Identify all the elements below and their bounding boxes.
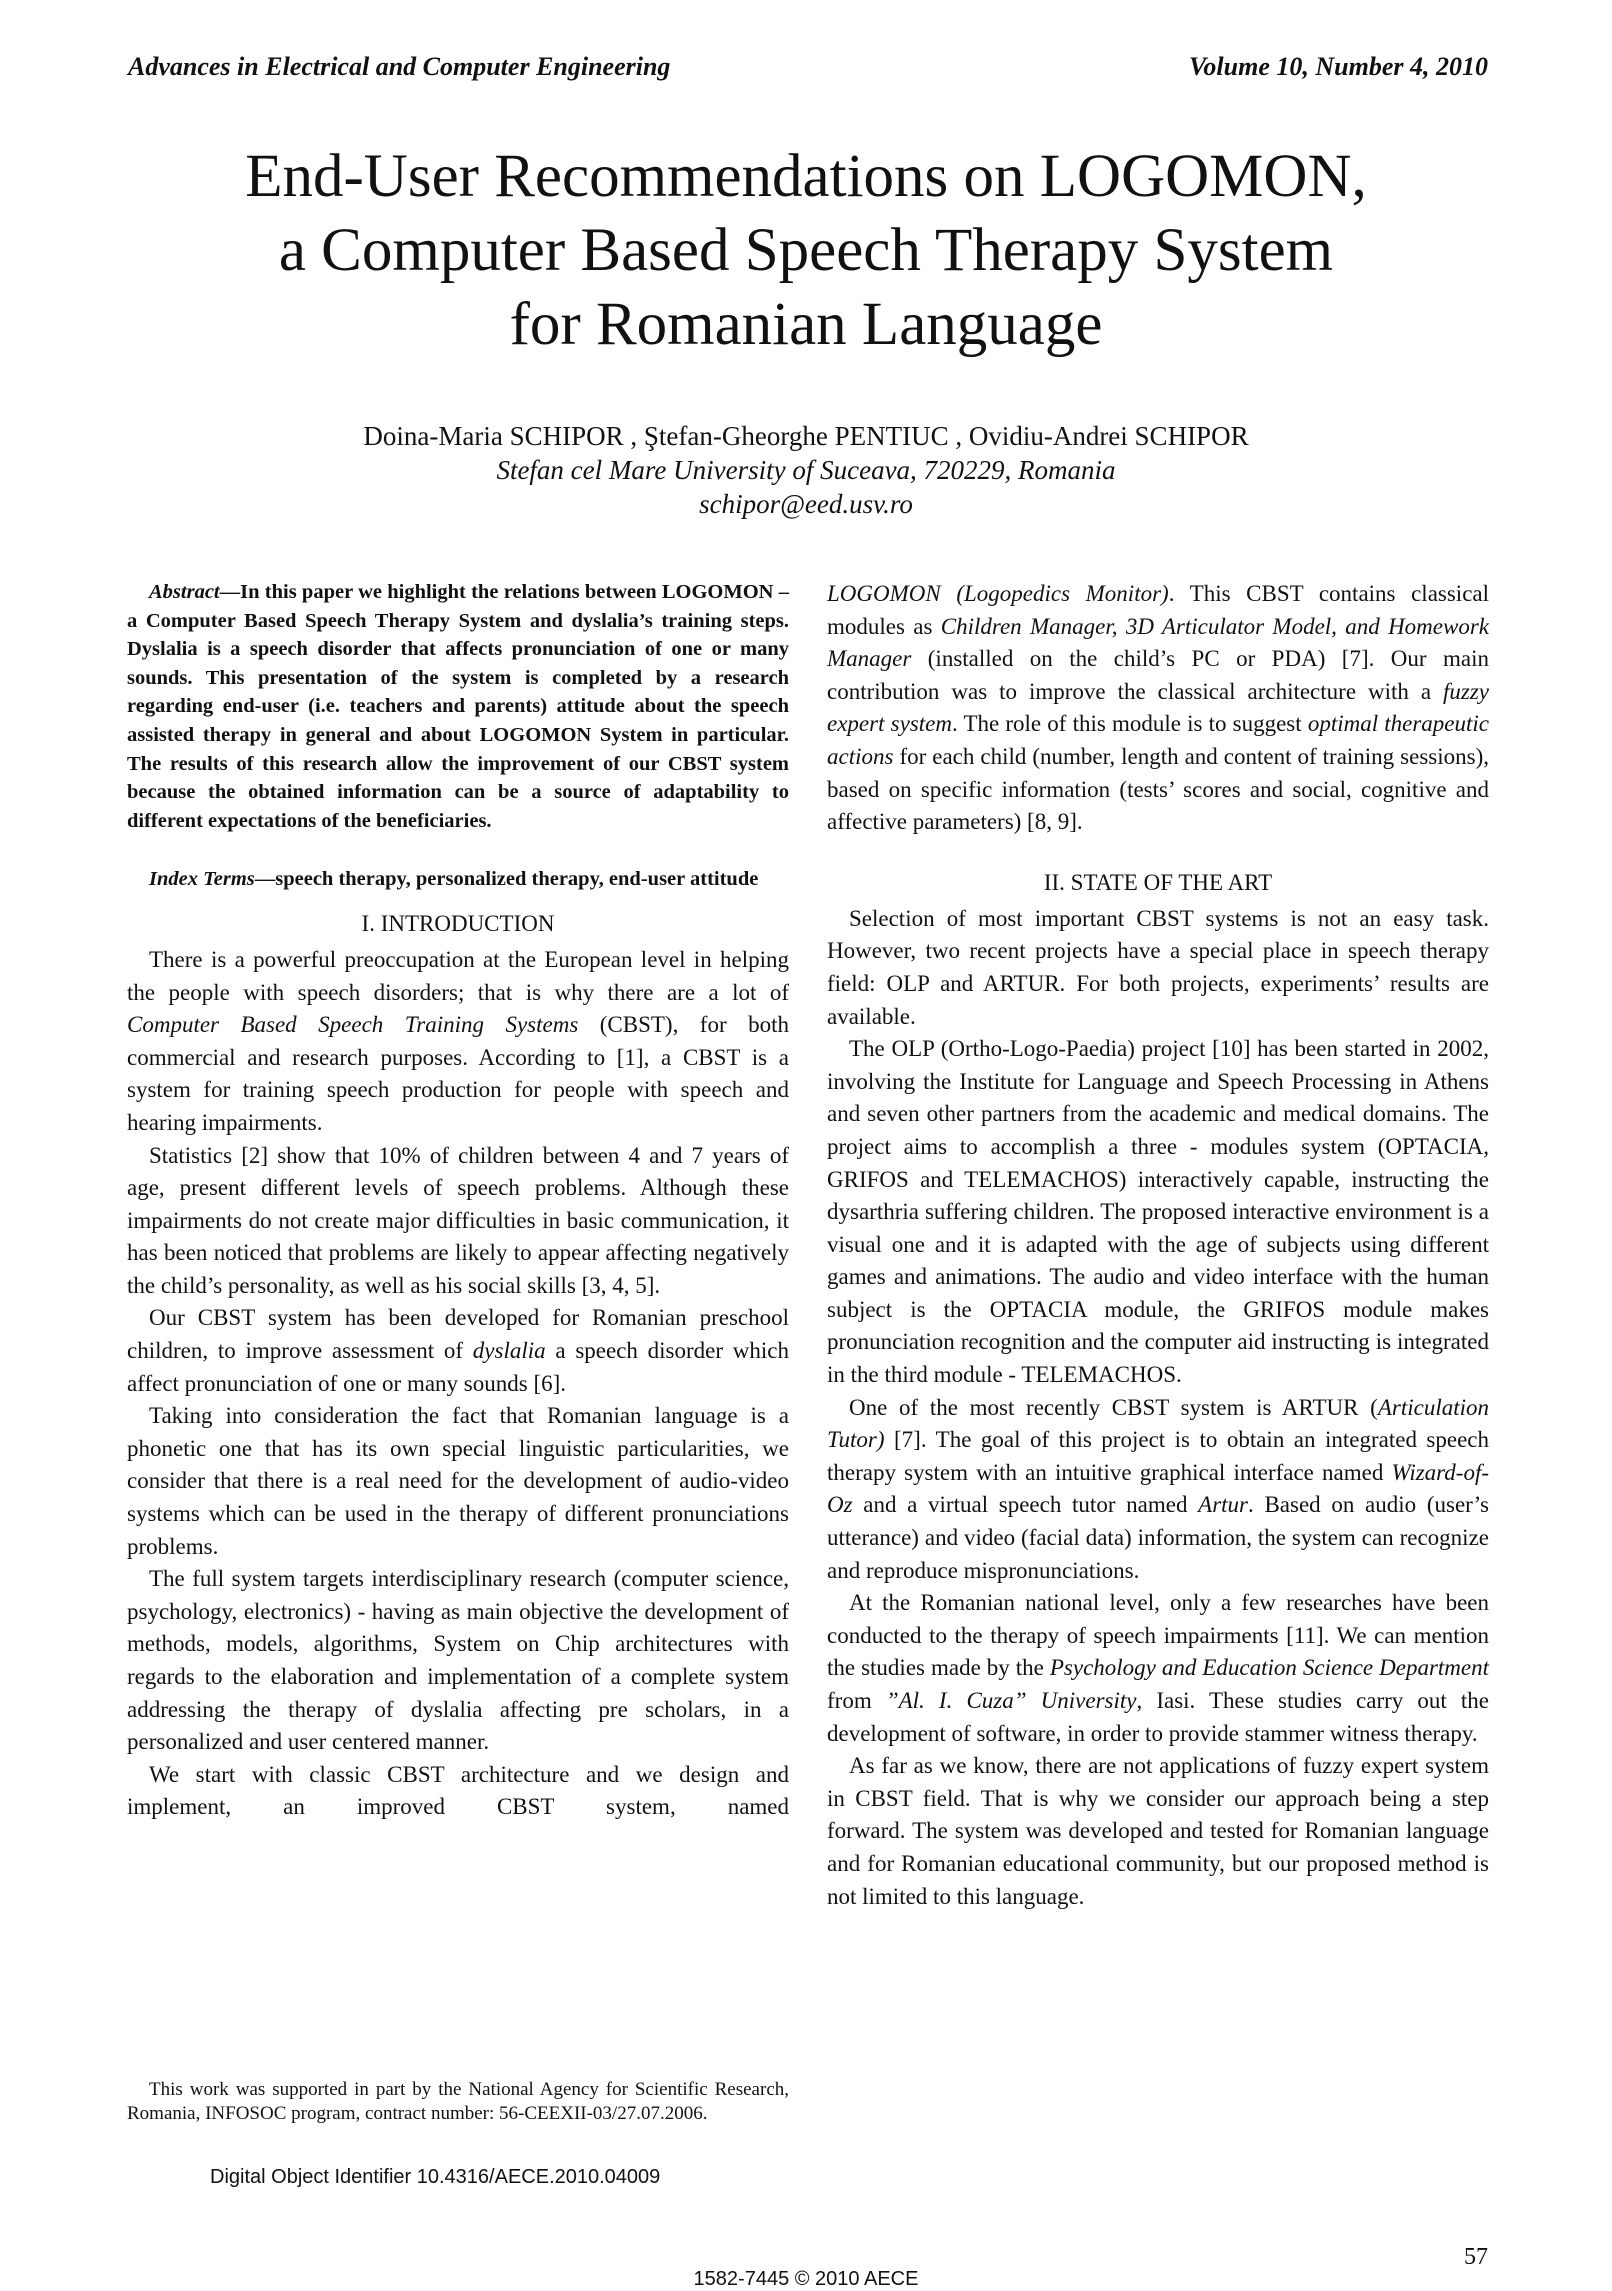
module-list: Children Manager, 3D Articulator Model, and Homework Manager <box>827 613 1489 672</box>
intro-paragraph-2: Statistics [2] show that 10% of children between 4 and 7 years of age, present different levels of speech problems. Although these impairments do not create major difficulties in basic communication, it has been noticed that problems are likely to appear affecting negatively the child’s personality, as well as his social skills [3, 4, 5]. <box>127 1142 789 1298</box>
abstract <box>127 578 789 835</box>
section-heading-state-of-the-art: II. STATE OF THE ART <box>1043 869 1273 895</box>
logomon-name: LOGOMON (Logopedics Monitor) <box>827 581 1169 606</box>
author-email: schipor@eed.usv.ro <box>699 489 913 519</box>
abstract-text: —In this paper we highlight the relations between LOGOMON – a Computer Based Speech Therapy System and dyslalia’s training steps. Dyslalia is a speech disorder that affects pronunciation of one or many sounds. This presentation of the system is completed by a research regarding end-user (i.e. teachers and parents) attitude about the speech assisted therapy in general and about LOGOMON System in particular. The results of this research allow the improvement of our CBST system because the obtained information can be a source of adaptability to different expectations of the beneficiaries. <box>127 581 789 832</box>
fuzzy-expert-term: fuzzy expert system <box>827 678 1489 737</box>
intro-p1-text-a: There is a powerful preoccupation at the European level in helping the people with speech disorders; that is why there are a lot of <box>127 946 789 1005</box>
state-paragraph-2: The OLP (Ortho-Logo-Paedia) project [10] has been started in 2002, involving the Institute for Language and Speech Processing in Athens and seven other partners from the academic and medical domains. The project aims to accomplish a three - modules system (OPTACIA, GRIFOS and TELEMACHOS) interactively capable, instructing the dysarthria suffering children. The proposed interactive environment is a visual one and it is adapted with the age of subjects using different games and animations. The audio and video interface with the human subject is the OPTACIA module, the GRIFOS module makes pronunciation recognition and the computer aid instructing is integrated in the third module - TELEMACHOS. <box>827 1036 1489 1388</box>
author-list: Doina-Maria SCHIPOR , Ştefan-Gheorghe PENTIUC , Ovidiu-Andrei SCHIPOR <box>363 421 1249 451</box>
intro-paragraph-1 <box>127 944 789 1140</box>
state-p3-text-d: . Based on audio (user’s utterance) and video (facial data) information, the system can recognize and reproduce mispronunciations. <box>827 1492 1490 1583</box>
intro-paragraph-4: Taking into consideration the fact that Romanian language is a phonetic one that has its own special linguistic particularities, we consider that there is a real need for the development of audio-video systems which can be used in the therapy of different pronunciations problems. <box>127 1403 789 1559</box>
right-column <box>827 578 1489 1913</box>
state-paragraph-5: As far as we know, there are not applications of fuzzy expert system in CBST field. That is why we consider our approach being a step forward. The system was developed and tested for Romanian language and for Romanian educational community, but our proposed method is not limited to this language. <box>827 1753 1489 1909</box>
state-p3-text-a: One of the most recently CBST system is ARTUR ( <box>849 1394 1378 1420</box>
intro-p1-emphasis: Computer Based Speech Training Systems <box>127 1012 579 1038</box>
running-header-journal: Advances in Electrical and Computer Engineering <box>128 52 671 81</box>
intro-paragraph-6: We start with classic CBST architecture and we design and implement, an improved CBST system, named <box>127 1761 789 1820</box>
index-terms-text: —speech therapy, personalized therapy, end-user attitude <box>254 868 759 891</box>
state-p3-text-c: and a virtual speech tutor named <box>852 1492 1199 1518</box>
index-terms-label: Index Terms <box>149 868 255 891</box>
intro-p3-text-b: a speech disorder which affect pronunciation of one or many sounds [6]. <box>127 1338 789 1396</box>
title-line-3: for Romanian Language <box>509 291 1103 358</box>
state-p3-emphasis-3: Artur <box>1198 1492 1249 1518</box>
funding-footnote: This work was supported in part by the National Agency for Scientific Research, Romania, INFOSOC program, contract number: 56-CEEXII-03/27.07.2006. <box>127 2079 789 2124</box>
title-line-2: a Computer Based Speech Therapy System <box>278 217 1334 284</box>
section-heading-introduction: I. INTRODUCTION <box>361 910 555 936</box>
state-paragraph-3 <box>827 1392 1489 1588</box>
right-top-text-3: . The role of this module is to suggest <box>951 711 1308 737</box>
right-top-text-4: for each child (number, length and content of training sessions), based on specific information (tests’ scores and social, cognitive and affective parameters) [8, 9]. <box>827 743 1489 835</box>
index-terms <box>127 865 789 894</box>
doi-line: Digital Object Identifier 10.4316/AECE.2010.04009 <box>210 2166 661 2188</box>
running-header-volume: Volume 10, Number 4, 2010 <box>1188 52 1488 81</box>
state-p4-text-b: from <box>827 1688 886 1713</box>
intro-paragraph-5: The full system targets interdisciplinary research (computer science, psychology, electronics) - having as main objective the development of methods, models, algorithms, System on Chip architectures with regards to the elaboration and implementation of a complete system addressing the therapy of dyslalia affecting pre scholars, in a personalized and user centered manner. <box>127 1566 789 1755</box>
state-paragraph-4 <box>827 1587 1489 1750</box>
intro-p3-text-a: Our CBST system has been developed for Romanian preschool children, to improve assessment of <box>127 1305 789 1364</box>
page-number: 57 <box>1464 2244 1488 2270</box>
state-p4-emphasis-2: ”Al. I. Cuza” University <box>885 1688 1137 1713</box>
state-p4-text-a: At the Romanian national level, only a few researches have been conducted to the therapy of speech impairments [11]. We can mention the studies made by the <box>827 1590 1489 1681</box>
state-p4-text-c: , Iasi. These studies carry out the development of software, in order to provide stammer witness therapy. <box>827 1688 1489 1746</box>
intro-paragraph-6-continued <box>827 578 1489 839</box>
intro-p1-text-b: (CBST), for both commercial and research purposes. According to [1], a CBST is a system for training speech production for people with speech and hearing impairments. <box>127 1012 789 1135</box>
right-top-text-1: . This CBST contains classical modules as <box>827 581 1489 639</box>
title-line-1: End-User Recommendations on LOGOMON, <box>245 143 1367 210</box>
left-column <box>127 578 789 1824</box>
state-p4-emphasis-1: Psychology and Education Science Department <box>1049 1655 1489 1681</box>
therapeutic-actions-term: optimal therapeutic actions <box>827 711 1489 769</box>
abstract-label: Abstract <box>149 581 220 603</box>
affiliation: Stefan cel Mare University of Suceava, 720229, Romania <box>496 455 1116 485</box>
state-paragraph-1: Selection of most important CBST systems is not an easy task. However, two recent projects have a special place in speech therapy field: OLP and ARTUR. For both projects, experiments’ results are available. <box>827 905 1489 1029</box>
state-p3-emphasis-2: Wizard-of-Oz <box>827 1459 1489 1518</box>
right-top-text-2: (installed on the child’s PC or PDA) [7]. Our main contribution was to improve the classical architecture with a <box>827 646 1489 704</box>
intro-paragraph-3 <box>127 1302 789 1400</box>
state-p3-emphasis-1: Articulation Tutor) <box>827 1394 1489 1453</box>
paper-title <box>130 140 1482 362</box>
issn-footer: 1582-7445 © 2010 AECE <box>693 2268 919 2290</box>
intro-p3-emphasis: dyslalia <box>472 1338 546 1364</box>
state-p3-text-b: [7]. The goal of this project is to obtain an integrated speech therapy system with an intuitive graphical interface named <box>827 1427 1489 1485</box>
